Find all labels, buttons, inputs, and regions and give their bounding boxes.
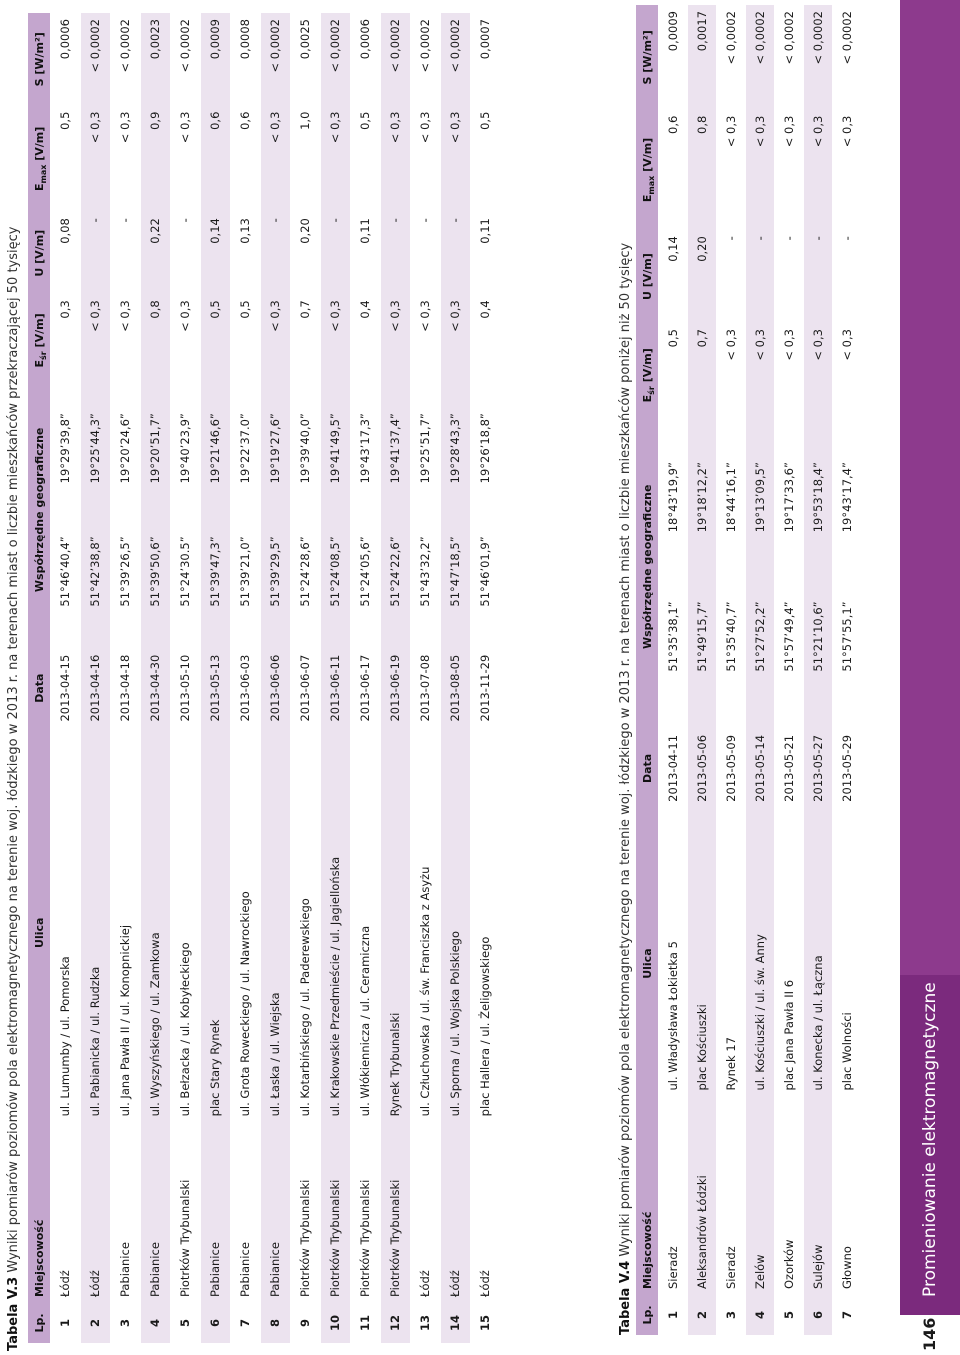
cell-s: 0,0006 [51,13,81,106]
cell-data: 2013-06-11 [321,633,351,743]
header-emax-unit: [V/m] [32,126,46,165]
cell-latitude: 51°57’55,1” [833,567,862,706]
cell-longitude: 19°43’17,4” [833,427,862,566]
cell-e-max: 0,8 [688,110,717,231]
table-large-cities [28,13,501,1343]
cell-ulica: ul. Człuchowska / ul. św. Franciszka z Asyżu [411,743,441,1122]
cell-e-sr: < 0,3 [381,294,411,386]
cell-ulica: ul. Wyszyńskiego / ul. Zamkowa [141,743,171,1122]
cell-u: - [775,230,804,323]
table-row [351,13,381,1343]
cell-longitude: 19°19’27,6” [261,387,291,510]
cell-lp: 12 [381,1303,411,1343]
cell-u: - [171,212,201,294]
cell-e-max: < 0,3 [171,106,201,213]
cell-e-max: < 0,3 [775,110,804,231]
cell-ulica: plac Hallera / ul. Żeligowskiego [471,743,501,1122]
table-row [231,13,261,1343]
header-ulica: Ulica [636,831,659,1097]
cell-miejscowosc: Ozorków [775,1097,804,1295]
cell-e-sr: 0,3 [51,294,81,386]
cell-miejscowosc: Sieradz [717,1097,746,1295]
cell-u: - [261,212,291,294]
header-esr [28,294,51,386]
header-emax-unit: [V/m] [640,137,654,176]
cell-longitude: 19°20’51,7” [141,387,171,510]
cell-data: 2013-05-13 [201,633,231,743]
cell-latitude: 51°39’21,0” [231,510,261,633]
cell-ulica: ul. Grota Roweckiego / ul. Nawrockiego [231,743,261,1122]
cell-u: 0,14 [659,230,688,323]
cell-e-max: 0,5 [471,106,501,213]
cell-s: 0,0009 [659,5,688,110]
cell-longitude: 19°40’23,9” [171,387,201,510]
cell-data: 2013-06-03 [231,633,261,743]
footer-tab [900,975,960,1315]
cell-e-sr: < 0,3 [411,294,441,386]
page-number: 146 [920,1317,939,1351]
cell-e-sr: 0,5 [659,323,688,427]
cell-u: - [381,212,411,294]
header-emax-subscript: max [38,164,48,184]
cell-data: 2013-04-30 [141,633,171,743]
table-row [775,5,804,1335]
cell-lp: 5 [775,1295,804,1335]
cell-ulica: ul. Kotarbińskiego / ul. Paderewskiego [291,743,321,1122]
table2-caption [618,243,633,1335]
cell-u: - [81,212,111,294]
cell-longitude: 19°43’17,3” [351,387,381,510]
header-lp: Lp. [636,1295,659,1335]
cell-miejscowosc: Pabianice [201,1122,231,1303]
cell-data: 2013-04-15 [51,633,81,743]
cell-e-sr: 0,7 [291,294,321,386]
cell-data: 2013-05-06 [688,706,717,831]
cell-e-max: < 0,3 [261,106,291,213]
cell-e-max: < 0,3 [717,110,746,231]
table-row [141,13,171,1343]
cell-u: - [321,212,351,294]
table1-body [51,13,501,1343]
cell-e-max: < 0,3 [804,110,833,231]
cell-s: < 0,0002 [717,5,746,110]
cell-latitude: 51°46’01,9” [471,510,501,633]
table-row [471,13,501,1343]
header-emax-symbol: E [32,183,46,192]
cell-latitude: 51°35’40,7” [717,567,746,706]
table-row [51,13,81,1343]
cell-u: - [111,212,141,294]
cell-longitude: 19°25’44,3” [81,387,111,510]
header-esr-unit: [V/m] [640,348,654,387]
cell-latitude: 51°39’26,5” [111,510,141,633]
footer-title: Promieniowanie elektromagnetyczne [920,982,940,1297]
cell-s: 0,0007 [471,13,501,106]
cell-data: 2013-04-16 [81,633,111,743]
cell-miejscowosc: Pabianice [141,1122,171,1303]
cell-e-sr: 0,5 [201,294,231,386]
cell-e-sr: < 0,3 [81,294,111,386]
table-row [111,13,141,1343]
cell-longitude: 19°17’33,6” [775,427,804,566]
cell-e-max: 0,6 [659,110,688,231]
cell-data: 2013-06-19 [381,633,411,743]
cell-miejscowosc: Sulejów [804,1097,833,1295]
cell-e-max: 1,0 [291,106,321,213]
cell-s: 0,0008 [231,13,261,106]
cell-lp: 5 [171,1303,201,1343]
cell-latitude: 51°42’38,8” [81,510,111,633]
cell-latitude: 51°24’28,6” [291,510,321,633]
cell-latitude: 51°43’32,2” [411,510,441,633]
cell-ulica: ul. Kościuszki / ul. św. Anny [746,831,775,1097]
table2-body [659,5,862,1335]
cell-latitude: 51°47’18,5” [441,510,471,633]
cell-data: 2013-06-07 [291,633,321,743]
cell-miejscowosc: Łódź [471,1122,501,1303]
cell-data: 2013-05-21 [775,706,804,831]
cell-ulica: ul. Władysława Łokietka 5 [659,831,688,1097]
cell-data: 2013-07-08 [411,633,441,743]
header-u: U [V/m] [636,230,659,323]
cell-miejscowosc: Zelów [746,1097,775,1295]
cell-u: - [804,230,833,323]
cell-latitude: 51°39’29,5” [261,510,291,633]
header-emax-subscript: max [646,175,656,195]
cell-data: 2013-05-14 [746,706,775,831]
table-row [411,13,441,1343]
table-row [659,5,688,1335]
cell-latitude: 51°49’15,7” [688,567,717,706]
table-row [261,13,291,1343]
header-emax-symbol: E [640,194,654,203]
header-esr-subscript: śr [646,386,656,395]
cell-e-max: < 0,3 [381,106,411,213]
cell-longitude: 19°25’51,7” [411,387,441,510]
cell-u: - [833,230,862,323]
cell-miejscowosc: Piotrków Trybunalski [381,1122,411,1303]
cell-miejscowosc: Sieradz [659,1097,688,1295]
cell-s: 0,0017 [688,5,717,110]
cell-s: 0,0006 [351,13,381,106]
cell-ulica: ul. Bełzacka / ul. Kobyłeckiego [171,743,201,1122]
cell-longitude: 19°21’46,6” [201,387,231,510]
header-s: S [W/m²] [28,13,51,106]
cell-data: 2013-11-29 [471,633,501,743]
cell-miejscowosc: Łódź [411,1122,441,1303]
table-row [321,13,351,1343]
cell-u: 0,14 [201,212,231,294]
cell-e-sr: < 0,3 [804,323,833,427]
cell-e-sr: < 0,3 [321,294,351,386]
cell-miejscowosc: Piotrków Trybunalski [291,1122,321,1303]
cell-longitude: 18°44’16,1” [717,427,746,566]
cell-latitude: 51°39’47,3” [201,510,231,633]
cell-e-max: 0,9 [141,106,171,213]
cell-s: < 0,0002 [833,5,862,110]
cell-e-max: < 0,3 [111,106,141,213]
cell-data: 2013-06-06 [261,633,291,743]
cell-e-sr: < 0,3 [833,323,862,427]
cell-e-sr: < 0,3 [111,294,141,386]
cell-miejscowosc: Pabianice [261,1122,291,1303]
header-emax [636,110,659,231]
header-esr-subscript: śr [38,351,48,360]
table2-caption-text: Wyniki pomiarów poziomów pola elektromagnetycznego na terenie woj. łódzkiego w 2013 r. na terenach miast o liczbie mieszkańców poniżej niż 50 tysięcy [618,242,633,1261]
cell-u: 0,11 [471,212,501,294]
cell-e-sr: 0,5 [231,294,261,386]
table-row [833,5,862,1335]
cell-lp: 9 [291,1303,321,1343]
cell-latitude: 51°35’38,1” [659,567,688,706]
table-small-cities [636,5,862,1335]
cell-miejscowosc: Łódź [81,1122,111,1303]
header-data: Data [636,706,659,831]
cell-e-max: 0,5 [351,106,381,213]
cell-e-sr: 0,4 [351,294,381,386]
cell-s: < 0,0002 [261,13,291,106]
cell-s: < 0,0002 [321,13,351,106]
cell-lp: 4 [746,1295,775,1335]
cell-e-max: < 0,3 [441,106,471,213]
table-row [171,13,201,1343]
cell-s: 0,0009 [201,13,231,106]
cell-lp: 3 [717,1295,746,1335]
cell-latitude: 51°24’30.5” [171,510,201,633]
cell-u: - [411,212,441,294]
header-data: Data [28,633,51,743]
cell-lp: 2 [688,1295,717,1335]
header-wspolrzedne: Współrzędne geograficzne [636,427,659,706]
cell-s: < 0,0002 [81,13,111,106]
cell-longitude: 19°22’37.0” [231,387,261,510]
cell-longitude: 19°39’40,0” [291,387,321,510]
cell-data: 2013-06-17 [351,633,381,743]
table-row [81,13,111,1343]
cell-lp: 6 [201,1303,231,1343]
cell-lp: 14 [441,1303,471,1343]
cell-lp: 8 [261,1303,291,1343]
cell-data: 2013-08-05 [441,633,471,743]
cell-latitude: 51°24’22,6” [381,510,411,633]
header-s: S [W/m²] [636,5,659,110]
cell-lp: 11 [351,1303,381,1343]
cell-s: < 0,0002 [111,13,141,106]
cell-lp: 7 [231,1303,261,1343]
cell-lp: 4 [141,1303,171,1343]
table1-label: Tabela V.3 [6,1276,21,1351]
cell-miejscowosc: Aleksandrów Łódzki [688,1097,717,1295]
cell-s: 0,0025 [291,13,321,106]
cell-miejscowosc: Piotrków Trybunalski [171,1122,201,1303]
cell-ulica: plac Jana Pawła II 6 [775,831,804,1097]
cell-ulica: Rynek 17 [717,831,746,1097]
cell-ulica: plac Stary Rynek [201,743,231,1122]
header-wspolrzedne: Współrzędne geograficzne [28,387,51,633]
header-lp: Lp. [28,1303,51,1343]
cell-u: 0,22 [141,212,171,294]
cell-s: < 0,0002 [746,5,775,110]
header-esr-unit: [V/m] [32,313,46,352]
cell-s: < 0,0002 [804,5,833,110]
table-row [291,13,321,1343]
cell-s: 0,0023 [141,13,171,106]
cell-lp: 10 [321,1303,351,1343]
cell-u: 0,11 [351,212,381,294]
table-row [381,13,411,1343]
cell-lp: 15 [471,1303,501,1343]
cell-e-sr: < 0,3 [746,323,775,427]
cell-e-max: < 0,3 [321,106,351,213]
cell-e-sr: 0,8 [141,294,171,386]
cell-e-max: < 0,3 [411,106,441,213]
cell-ulica: ul. Konecka / ul. Łączna [804,831,833,1097]
cell-e-max: < 0,3 [833,110,862,231]
cell-u: 0,08 [51,212,81,294]
cell-e-sr: < 0,3 [717,323,746,427]
header-miejscowosc: Miejscowość [636,1097,659,1295]
cell-longitude: 18°43’19,9” [659,427,688,566]
table1-caption-text: Wyniki pomiarów poziomów pola elektromagnetycznego na terenie woj. łódzkiego w 2013 r. na terenach miast o liczbie mieszkańców przekraczającej 50 tysięcy [6,226,21,1277]
table-row [688,5,717,1335]
cell-s: < 0,0002 [171,13,201,106]
cell-s: < 0,0002 [411,13,441,106]
header-esr-symbol: E [640,394,654,403]
cell-ulica: ul. Łaska / ul. Wiejska [261,743,291,1122]
cell-longitude: 19°41’49,5” [321,387,351,510]
cell-ulica: ul. Sporna / ul. Wojska Polskiego [441,743,471,1122]
cell-e-sr: < 0,3 [775,323,804,427]
cell-miejscowosc: Pabianice [111,1122,141,1303]
cell-longitude: 19°28’43,3” [441,387,471,510]
cell-ulica: ul. Włókiennicza / ul. Ceramiczna [351,743,381,1122]
cell-lp: 7 [833,1295,862,1335]
cell-lp: 6 [804,1295,833,1335]
cell-latitude: 51°27’52,2” [746,567,775,706]
cell-u: - [746,230,775,323]
cell-s: < 0,0002 [381,13,411,106]
cell-data: 2013-04-18 [111,633,141,743]
cell-miejscowosc: Piotrków Trybunalski [351,1122,381,1303]
cell-miejscowosc: Głowno [833,1097,862,1295]
cell-longitude: 19°29’39,8” [51,387,81,510]
cell-u: 0,20 [688,230,717,323]
cell-lp: 1 [659,1295,688,1335]
cell-e-sr: < 0,3 [261,294,291,386]
cell-u: - [441,212,471,294]
cell-u: - [717,230,746,323]
footer-band [900,0,960,1315]
cell-longitude: 19°18’12,2” [688,427,717,566]
cell-data: 2013-05-29 [833,706,862,831]
cell-lp: 13 [411,1303,441,1343]
cell-data: 2013-05-27 [804,706,833,831]
cell-latitude: 51°46’40,4” [51,510,81,633]
cell-s: < 0,0002 [441,13,471,106]
cell-e-sr: 0,4 [471,294,501,386]
table-row [804,5,833,1335]
cell-lp: 1 [51,1303,81,1343]
cell-latitude: 51°21’10,6” [804,567,833,706]
cell-e-sr: 0,7 [688,323,717,427]
cell-longitude: 19°53’18,4” [804,427,833,566]
table2-label: Tabela V.4 [618,1260,633,1335]
cell-ulica: ul. Lumumby / ul. Pomorska [51,743,81,1122]
page-footer [900,0,960,1355]
cell-miejscowosc: Łódź [441,1122,471,1303]
cell-miejscowosc: Piotrków Trybunalski [321,1122,351,1303]
cell-latitude: 51°24’08,5” [321,510,351,633]
cell-latitude: 51°39’50,6” [141,510,171,633]
cell-e-sr: < 0,3 [441,294,471,386]
header-esr-symbol: E [32,360,46,368]
cell-ulica: ul. Pabianicka / ul. Rudzka [81,743,111,1122]
cell-ulica: plac Wolności [833,831,862,1097]
header-emax [28,106,51,213]
cell-data: 2013-04-11 [659,706,688,831]
header-ulica: Ulica [28,743,51,1122]
cell-longitude: 19°20’24,6” [111,387,141,510]
cell-e-max: 0,6 [201,106,231,213]
cell-u: 0,13 [231,212,261,294]
cell-ulica: ul. Jana Pawła II / ul. Konopnickiej [111,743,141,1122]
cell-e-max: < 0,3 [746,110,775,231]
cell-longitude: 19°26’18,8” [471,387,501,510]
cell-data: 2013-05-09 [717,706,746,831]
header-miejscowosc: Miejscowość [28,1122,51,1303]
table-row [717,5,746,1335]
cell-miejscowosc: Pabianice [231,1122,261,1303]
cell-longitude: 19°41’37,4” [381,387,411,510]
cell-e-max: 0,5 [51,106,81,213]
cell-miejscowosc: Łódź [51,1122,81,1303]
table-row [201,13,231,1343]
cell-e-max: 0,6 [231,106,261,213]
table2-header-row [636,5,659,1335]
cell-e-sr: < 0,3 [171,294,201,386]
header-esr [636,323,659,427]
table-row [746,5,775,1335]
cell-u: 0,20 [291,212,321,294]
cell-latitude: 51°57’49,4” [775,567,804,706]
cell-longitude: 19°13’09,5” [746,427,775,566]
table-row [441,13,471,1343]
table1-caption [6,227,21,1351]
cell-lp: 3 [111,1303,141,1343]
cell-s: < 0,0002 [775,5,804,110]
cell-latitude: 51°24’05,6” [351,510,381,633]
cell-ulica: Rynek Trybunalski [381,743,411,1122]
header-u: U [V/m] [28,212,51,294]
table1-header-row [28,13,51,1343]
cell-ulica: ul. Krakowskie Przedmieście / ul. Jagiellońska [321,743,351,1122]
cell-e-max: < 0,3 [81,106,111,213]
cell-data: 2013-05-10 [171,633,201,743]
cell-ulica: plac Kościuszki [688,831,717,1097]
cell-lp: 2 [81,1303,111,1343]
